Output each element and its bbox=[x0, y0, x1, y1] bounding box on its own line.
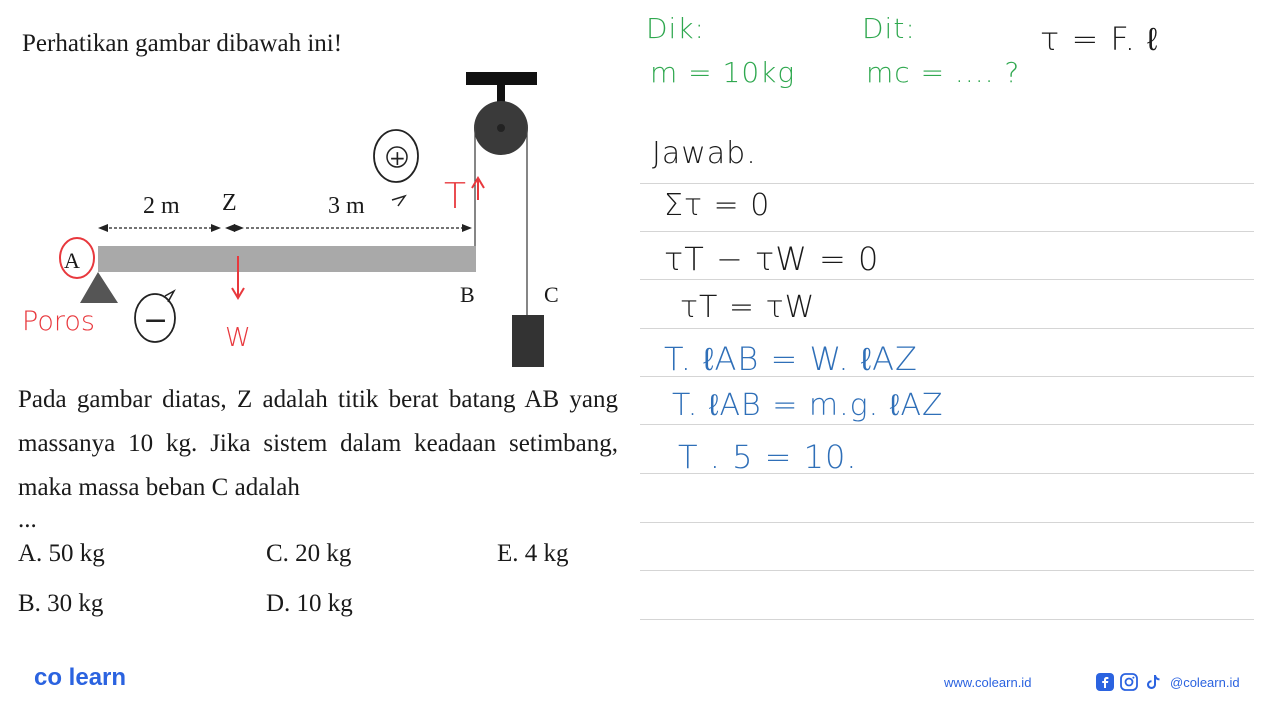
label-b: B bbox=[460, 282, 475, 307]
dim-az-label: 2 m bbox=[143, 193, 180, 219]
facebook-icon[interactable] bbox=[1096, 673, 1114, 691]
label-z: Z bbox=[222, 190, 237, 216]
solution-line-3: τT = τW bbox=[680, 290, 816, 325]
notebook-rule bbox=[640, 424, 1254, 425]
solution-line-6: T . 5 = 10. bbox=[678, 438, 858, 476]
tiktok-icon[interactable] bbox=[1144, 673, 1162, 691]
label-tension: T bbox=[444, 176, 466, 217]
question-body bbox=[18, 378, 618, 533]
notebook-rule bbox=[640, 619, 1254, 620]
option-b[interactable]: B. 30 kg bbox=[18, 590, 104, 617]
dim-zb-label: 3 m bbox=[328, 193, 365, 219]
label-poros: Poros bbox=[22, 306, 95, 337]
plus-sign: + bbox=[389, 146, 406, 170]
notebook-rule bbox=[640, 570, 1254, 571]
beam-ab bbox=[98, 246, 476, 272]
label-weight: W bbox=[225, 323, 251, 353]
solution-line-1: Στ = 0 bbox=[664, 188, 771, 223]
solution-line-2: τT − τW = 0 bbox=[664, 240, 880, 278]
cw-arrowhead bbox=[392, 196, 405, 206]
jawab-label: Jawab. bbox=[652, 136, 757, 171]
option-a[interactable]: A. 50 kg bbox=[18, 540, 105, 567]
pulley-axle bbox=[497, 124, 505, 132]
colearn-logo: co learn bbox=[34, 664, 127, 691]
website-link[interactable]: www.colearn.id bbox=[944, 675, 1032, 690]
torque-formula: τ = F. ℓ bbox=[1040, 20, 1159, 58]
load-c bbox=[512, 315, 544, 367]
option-c[interactable]: C. 20 kg bbox=[266, 540, 352, 567]
label-a: A bbox=[64, 248, 80, 273]
notebook-rule bbox=[640, 279, 1254, 280]
minus-sign: − bbox=[143, 303, 169, 338]
notebook-rule bbox=[640, 183, 1254, 184]
social-handle[interactable]: @colearn.id bbox=[1170, 674, 1240, 690]
beam-diagram bbox=[0, 60, 620, 380]
solution-line-4: T. ℓAB = W. ℓAZ bbox=[664, 340, 918, 378]
dit-label: Dit: bbox=[862, 12, 916, 45]
notebook-rule bbox=[640, 328, 1254, 329]
option-d[interactable]: D. 10 kg bbox=[266, 590, 353, 617]
notebook-rule bbox=[640, 231, 1254, 232]
pivot-triangle bbox=[80, 272, 118, 303]
solution-line-5: T. ℓAB = m.g. ℓAZ bbox=[672, 388, 944, 423]
notebook-rule bbox=[640, 522, 1254, 523]
dit-value: mc = .... ? bbox=[866, 56, 1021, 89]
dik-label: Dik: bbox=[646, 12, 705, 45]
instagram-icon[interactable] bbox=[1120, 673, 1138, 691]
question-ellipsis: ... bbox=[18, 506, 37, 533]
option-e[interactable]: E. 4 kg bbox=[497, 540, 569, 567]
ccw-arrowhead bbox=[165, 291, 174, 302]
question-text: Pada gambar diatas, Z adalah titik berat batang AB yang massanya 10 kg. Jika sistem dalam keadaan setimbang, maka massa beban C adalah bbox=[18, 386, 618, 501]
ceiling-bracket bbox=[466, 72, 537, 85]
question-intro: Perhatikan gambar dibawah ini! bbox=[22, 30, 343, 57]
social-links bbox=[1096, 672, 1240, 692]
label-c: C bbox=[544, 282, 559, 307]
dik-value: m = 10kg bbox=[650, 56, 796, 89]
